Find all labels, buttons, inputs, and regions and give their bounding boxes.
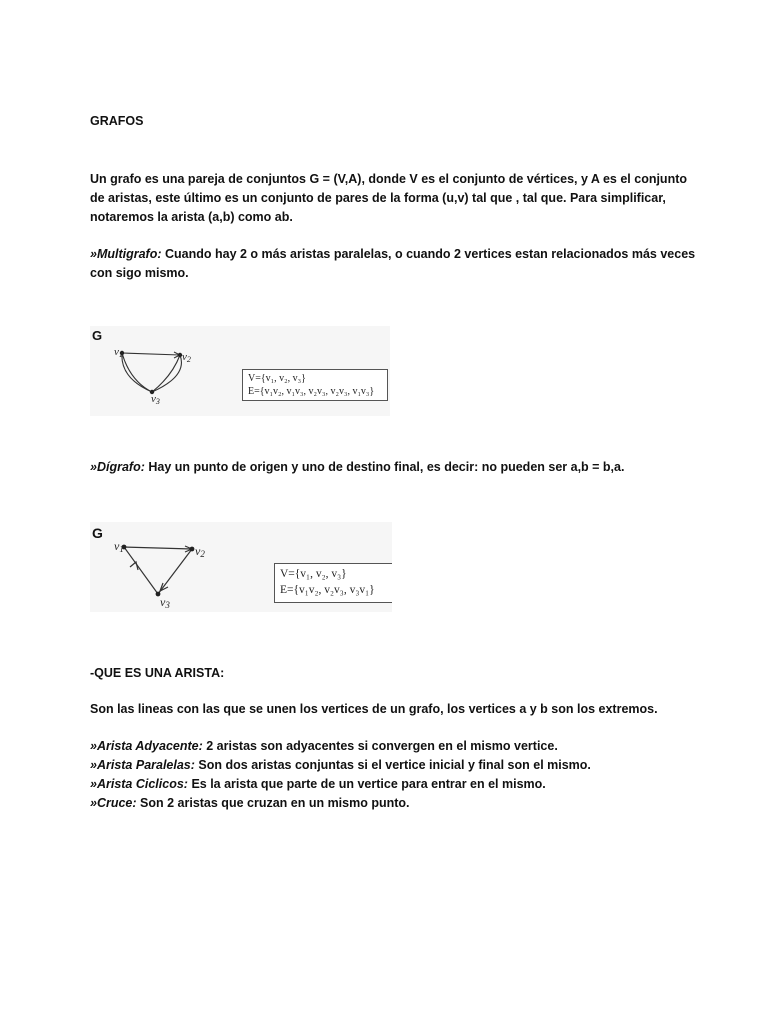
list-item-term: »Arista Paralelas:	[90, 758, 195, 772]
multigrafo-term: »Multigrafo:	[90, 247, 162, 261]
figure-title: G	[92, 525, 103, 541]
intro-line: de aristas, este último es un conjunto de pares de la forma (u,v) tal que , tal que. Para simplificar,	[90, 191, 666, 205]
list-item	[90, 794, 690, 813]
multigraph-vertex-label: v3	[151, 393, 160, 406]
list-item-term: »Arista Ciclicos:	[90, 777, 188, 791]
list-item-text: Son dos aristas conjuntas si el vertice inicial y final son el mismo.	[194, 758, 591, 772]
digraph-vertex-label: v2	[195, 544, 205, 559]
arista-heading: -QUE ES UNA ARISTA:	[90, 666, 225, 680]
vertex-set: V={v₁, v₂, v₃}	[248, 373, 306, 384]
list-item-text: 2 aristas son adyacentes si convergen en el mismo vertice.	[202, 739, 558, 753]
digraph-set-box	[274, 563, 392, 603]
list-item	[90, 737, 690, 756]
list-item	[90, 756, 690, 775]
list-item-term: »Cruce:	[90, 796, 137, 810]
multigraph-figure	[90, 326, 390, 416]
edge-set: E={v₁v₂, v₂v₃, v₃v₁}	[280, 584, 375, 596]
multigrafo-text: Cuando hay 2 o más aristas paralelas, o cuando 2 vertices estan relacionados más veces	[161, 247, 696, 261]
digrafo-term: »Dígrafo:	[90, 460, 145, 474]
arista-types-list	[90, 737, 690, 813]
digrafo-text: Hay un punto de origen y uno de destino final, es decir: no pueden ser a,b = b,a.	[144, 460, 625, 474]
page-title: GRAFOS	[90, 114, 144, 128]
digraph-vertex-label: v3	[160, 595, 170, 610]
list-item	[90, 775, 690, 794]
digraph-vertex-label: v1	[114, 539, 124, 554]
vertex-set: V={v₁, v₂, v₃}	[280, 568, 347, 580]
multigraph-set-box	[242, 369, 388, 401]
multigrafo-paragraph	[90, 245, 696, 283]
multigraph-vertex-label: v2	[182, 351, 191, 364]
list-item-text: Son 2 aristas que cruzan en un mismo punto.	[136, 796, 410, 810]
intro-paragraph	[90, 170, 690, 227]
list-item-text: Es la arista que parte de un vertice para entrar en el mismo.	[187, 777, 546, 791]
digrafo-paragraph	[90, 458, 624, 477]
digraph-figure	[90, 522, 392, 612]
edge-set: E={v₁v₂, v₁v₃, v₂v₃, v₂v₃, v₁v₃}	[248, 386, 375, 397]
intro-line: Un grafo es una pareja de conjuntos G = (V,A), donde V es el conjunto de vértices, y A es el conjunto	[90, 172, 688, 186]
arista-definition: Son las lineas con las que se unen los vertices de un grafo, los vertices a y b son los extremos.	[90, 702, 658, 716]
intro-line: notaremos la arista (a,b) como ab.	[90, 210, 293, 224]
list-item-term: »Arista Adyacente:	[90, 739, 203, 753]
multigraph-vertex-label: v1	[114, 346, 123, 359]
figure-title: G	[92, 328, 103, 343]
multigrafo-text: con sigo mismo.	[90, 266, 189, 280]
